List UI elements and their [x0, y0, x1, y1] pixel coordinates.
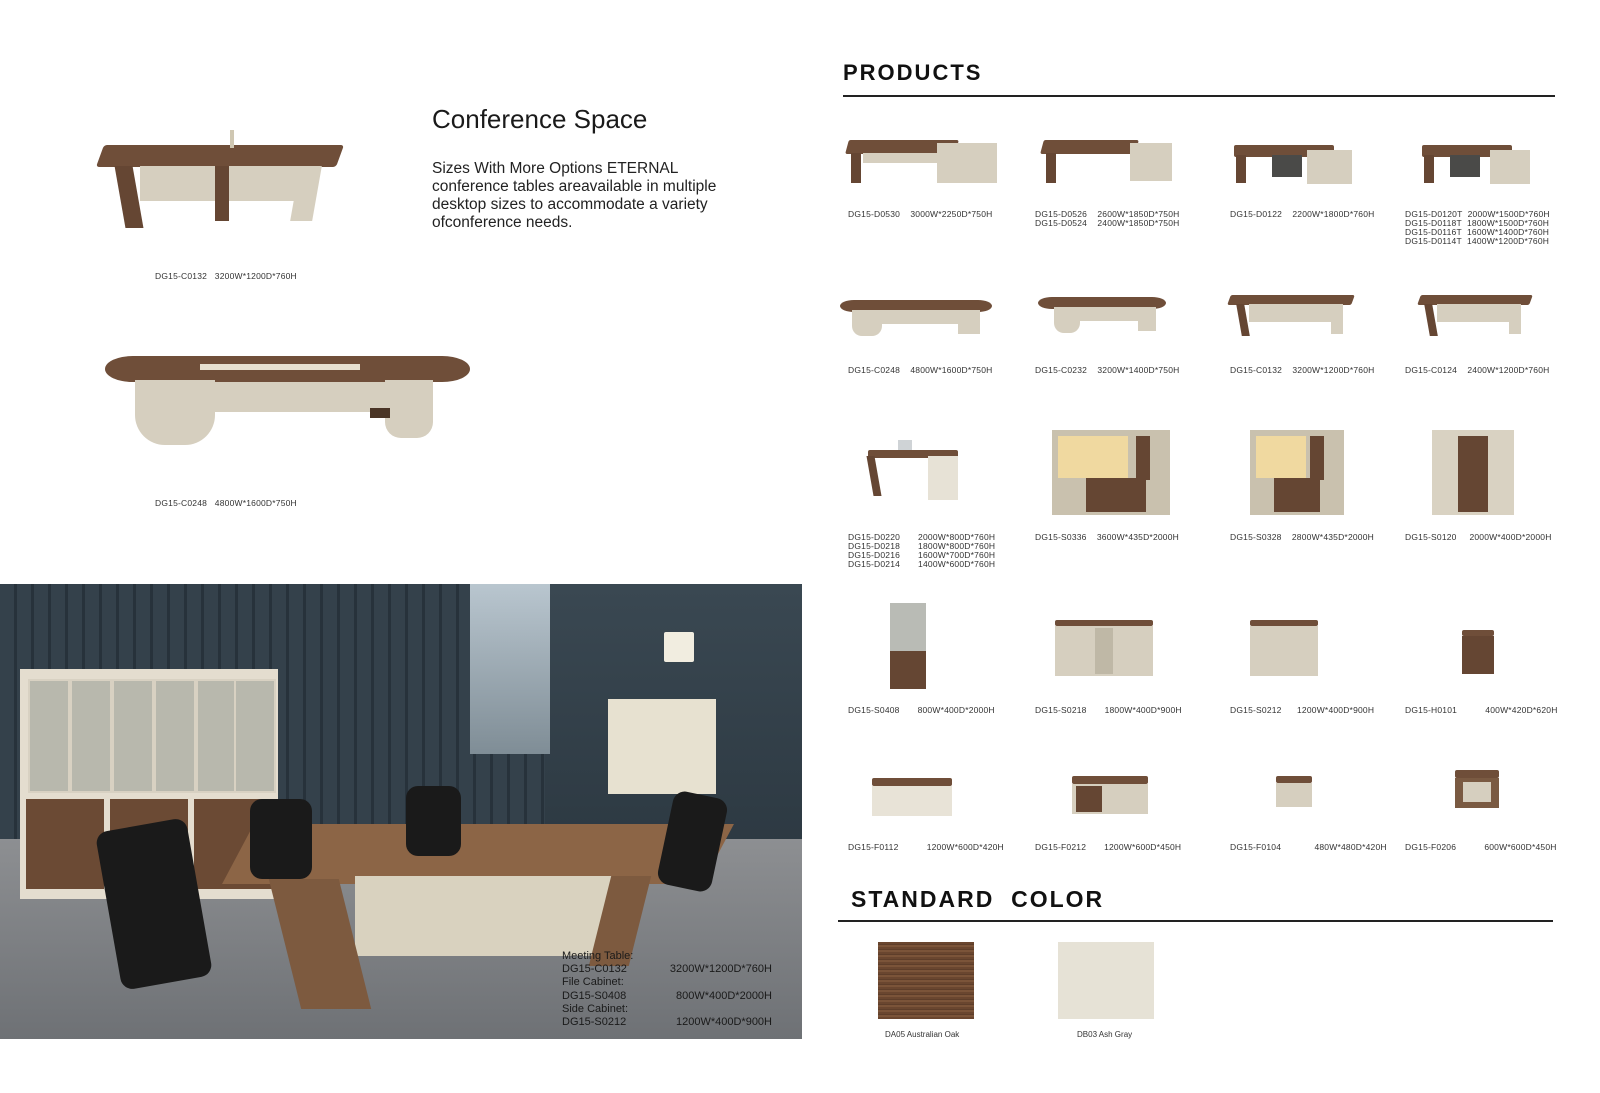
section-description: Sizes With More Options ETERNAL conference tables areavailable in multiple desktop sizes to accommodate a variety ofconference needs.: [432, 160, 717, 231]
meeting-table-dims: 3200W*1200D*760H: [669, 963, 772, 976]
swatch-label-australian-oak: DA05 Australian Oak: [885, 1030, 960, 1039]
product-image-d0120t: [1420, 130, 1535, 190]
product-image-c0232: [1038, 295, 1168, 340]
product-caption-3: DG15-D0122 2200W*1800D*760H: [1230, 209, 1375, 219]
product-caption-6: DG15-C0232 3200W*1400D*750H: [1035, 365, 1180, 375]
product-image-c0132: [95, 100, 355, 265]
file-cabinet-code: DG15-S0408: [562, 989, 627, 1002]
product-caption-17: DG15-F0112 1200W*600D*420H: [848, 842, 1004, 852]
product-image-d0220: [868, 440, 968, 505]
product-caption-13: DG15-S0408 800W*400D*2000H: [848, 705, 995, 715]
product-caption-15: DG15-S0212 1200W*400D*900H: [1230, 705, 1375, 715]
product-image-f0206: [1455, 770, 1499, 812]
product-image-c0248-small: [840, 298, 995, 343]
standard-color-heading: STANDARD COLOR: [851, 886, 1105, 912]
product-image-s0408: [890, 603, 926, 689]
side-cabinet-label: Side Cabinet:: [562, 1002, 629, 1015]
section-title: Conference Space: [432, 104, 648, 134]
product-caption-2: DG15-D0526 2600W*1850D*750H DG15-D0524 2400W*1850D*750H: [1035, 209, 1180, 228]
product-caption-12: DG15-S0120 2000W*400D*2000H: [1405, 532, 1552, 542]
photo-caption: [562, 950, 772, 1029]
product-caption-18: DG15-F0212 1200W*600D*450H: [1035, 842, 1182, 852]
product-image-s0336: [1052, 430, 1170, 515]
product-caption-16: DG15-H0101 400W*420D*620H: [1405, 705, 1558, 715]
product-caption-7: DG15-C0132 3200W*1200D*760H: [1230, 365, 1375, 375]
meeting-table-label: Meeting Table:: [562, 950, 634, 962]
products-heading: PRODUCTS: [843, 60, 983, 85]
product-image-d0530: [845, 135, 1000, 190]
standard-color-divider: [838, 920, 1553, 922]
product-caption-9: DG15-D0220 2000W*800D*760H DG15-D0218 1800W*800D*760H DG15-D0216 1600W*700D*760H DG15-D0214 1400W*600D*760H: [848, 532, 996, 569]
product-caption-14: DG15-S0218 1800W*400D*900H: [1035, 705, 1182, 715]
product-caption-4: DG15-D0120T 2000W*1500D*760H DG15-D0118T 1800W*1500D*760H DG15-D0116T 1600W*1400D*760H DG15-D0114T 1400W*1200D*760H: [1405, 209, 1550, 246]
product-image-s0212: [1250, 620, 1318, 680]
side-cabinet-dims: 1200W*400D*900H: [675, 1016, 772, 1029]
side-cabinet-code: DG15-S0212: [562, 1016, 627, 1029]
product-image-d0122: [1232, 130, 1357, 190]
file-cabinet-dims: 800W*400D*2000H: [675, 989, 772, 1002]
product-image-f0104: [1276, 776, 1312, 810]
featured-caption-1: DG15-C0132 3200W*1200D*760H: [155, 271, 297, 281]
product-caption-11: DG15-S0328 2800W*435D*2000H: [1230, 532, 1374, 542]
product-image-f0212: [1072, 776, 1148, 820]
product-caption-10: DG15-S0336 3600W*435D*2000H: [1035, 532, 1179, 542]
product-caption-1: DG15-D0530 3000W*2250D*750H: [848, 209, 993, 219]
product-image-c0124: [1415, 290, 1540, 340]
swatch-label-ash-gray: DB03 Ash Gray: [1077, 1030, 1133, 1039]
product-caption-19: DG15-F0104 480W*480D*420H: [1230, 842, 1387, 852]
product-caption-5: DG15-C0248 4800W*1600D*750H: [848, 365, 993, 375]
file-cabinet-label: File Cabinet:: [562, 976, 624, 989]
product-image-s0120: [1432, 430, 1514, 515]
product-image-d0526: [1040, 135, 1175, 190]
product-image-s0218: [1055, 620, 1153, 680]
product-image-c0132-small: [1225, 290, 1360, 340]
swatch-ash-gray: [1058, 942, 1154, 1019]
product-image-h0101: [1462, 630, 1494, 678]
featured-caption-2: DG15-C0248 4800W*1600D*750H: [155, 498, 297, 508]
meeting-table-code: DG15-C0132: [562, 963, 627, 976]
products-divider: [843, 95, 1555, 97]
product-caption-20: DG15-F0206 600W*600D*450H: [1405, 842, 1557, 852]
swatch-australian-oak: [878, 942, 974, 1019]
product-image-c0248: [100, 350, 475, 460]
product-caption-8: DG15-C0124 2400W*1200D*760H: [1405, 365, 1550, 375]
product-image-s0328: [1250, 430, 1344, 515]
product-image-f0112: [872, 778, 952, 820]
